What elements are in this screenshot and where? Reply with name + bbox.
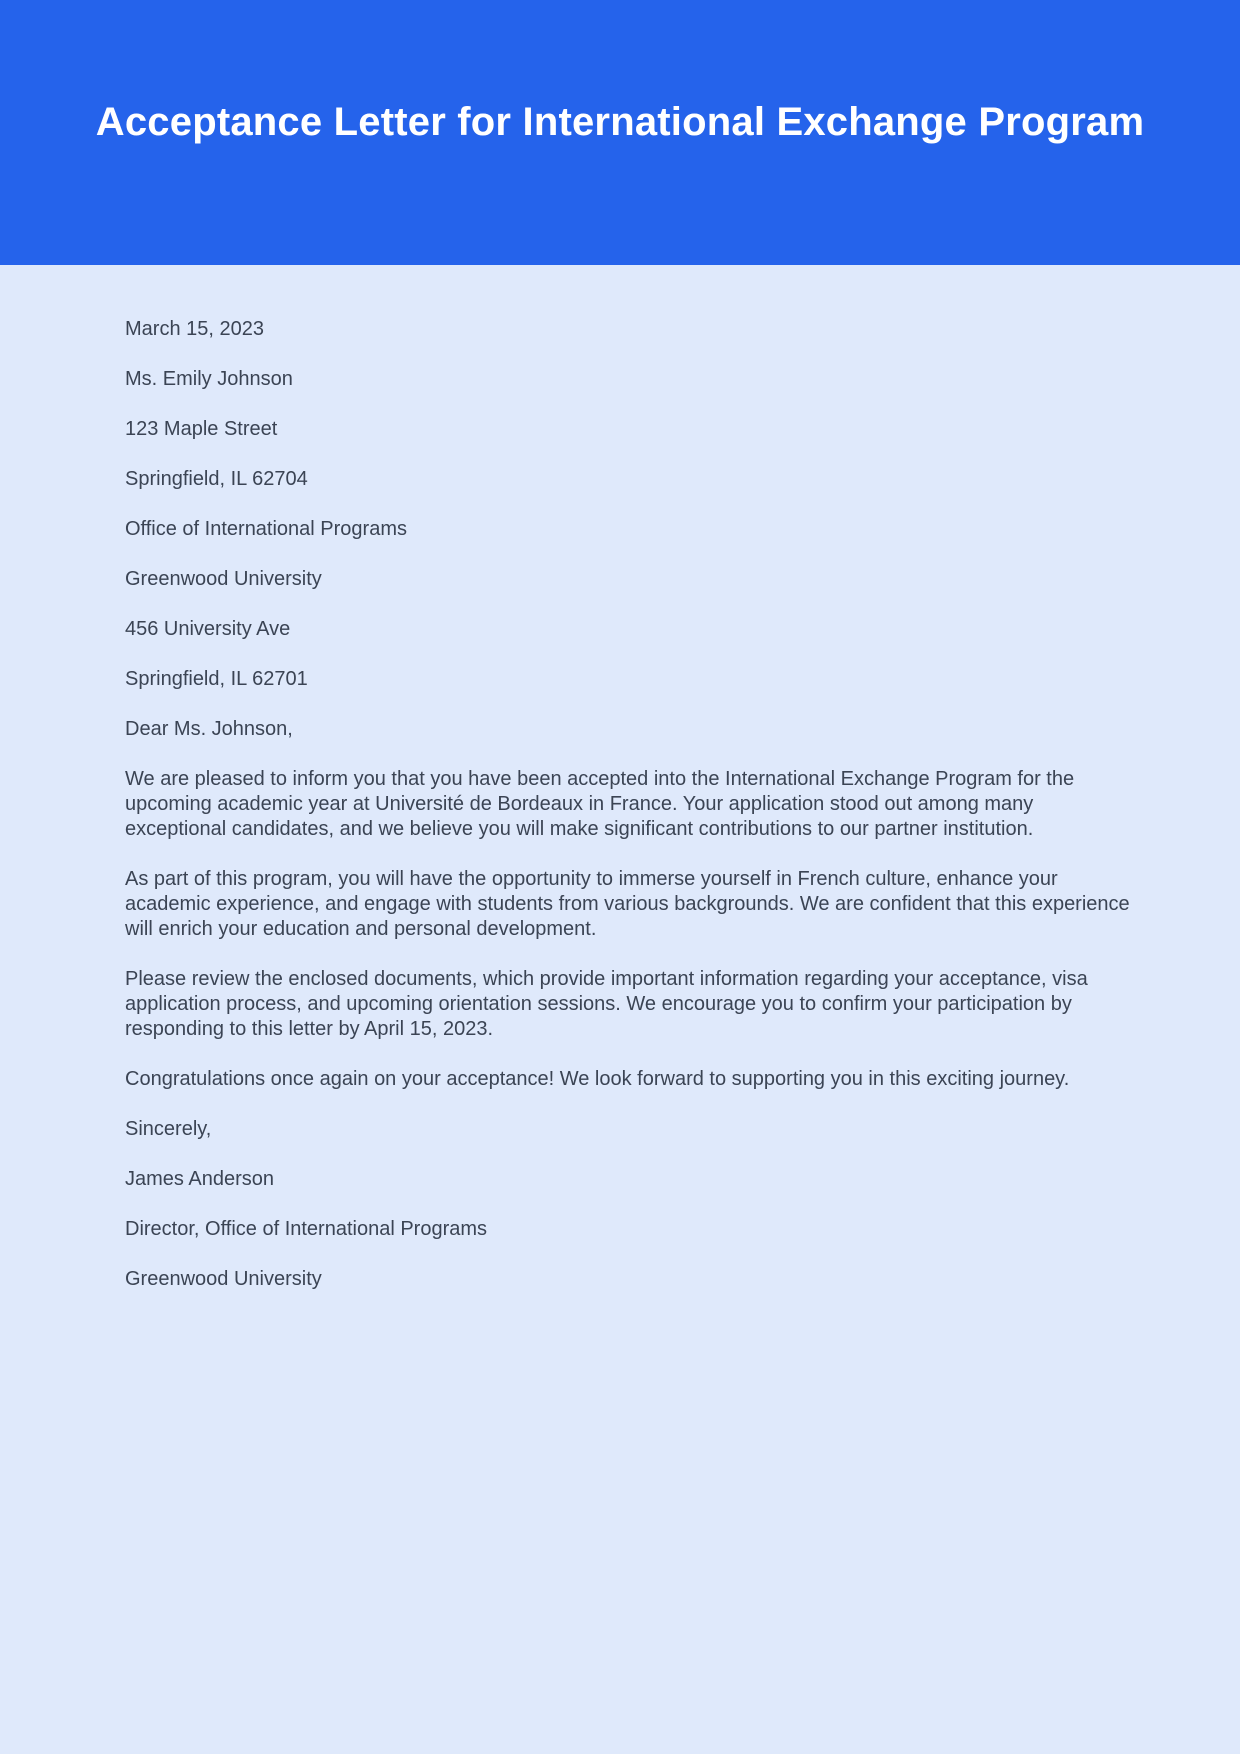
recipient-city: Springfield, IL 62704 — [125, 468, 308, 490]
sender-street: 456 University Ave — [125, 618, 291, 640]
recipient-street: 123 Maple Street — [125, 418, 278, 440]
closing: Sincerely, — [125, 1118, 212, 1140]
page-title: Acceptance Letter for International Exchange Program — [95, 100, 1145, 144]
signature-university: Greenwood University — [125, 1268, 322, 1290]
header-banner — [0, 0, 1240, 265]
paragraph-program-benefits: As part of this program, you will have the opportunity to immerse yourself in French culture, enhance your academic experience, and engage with students from various backgrounds. We are confident that this experience will enrich your education and personal development. — [125, 868, 1130, 940]
paragraph-congratulations: Congratulations once again on your acceptance! We look forward to supporting you in this exciting journey. — [125, 1068, 1070, 1090]
paragraph-enclosed-documents: Please review the enclosed documents, which provide important information regarding your acceptance, visa application process, and upcoming orientation sessions. We encourage you to confirm your participation by responding to this letter by April 15, 2023. — [125, 968, 1088, 1040]
paragraph-acceptance: We are pleased to inform you that you have been accepted into the International Exchange Program for the upcoming academic year at Université de Bordeaux in France. Your application stood out among many exceptional candidates, and we believe you will make significant contributions to our partner institution. — [125, 768, 1075, 840]
letter-date: March 15, 2023 — [125, 318, 264, 340]
sender-city: Springfield, IL 62701 — [125, 668, 308, 690]
letter-body — [0, 265, 1240, 1292]
salutation: Dear Ms. Johnson, — [125, 718, 293, 740]
sender-university: Greenwood University — [125, 568, 322, 590]
signature-title: Director, Office of International Programs — [125, 1218, 488, 1240]
sender-office: Office of International Programs — [125, 518, 407, 540]
signature-name: James Anderson — [125, 1168, 274, 1190]
recipient-name: Ms. Emily Johnson — [125, 368, 293, 390]
